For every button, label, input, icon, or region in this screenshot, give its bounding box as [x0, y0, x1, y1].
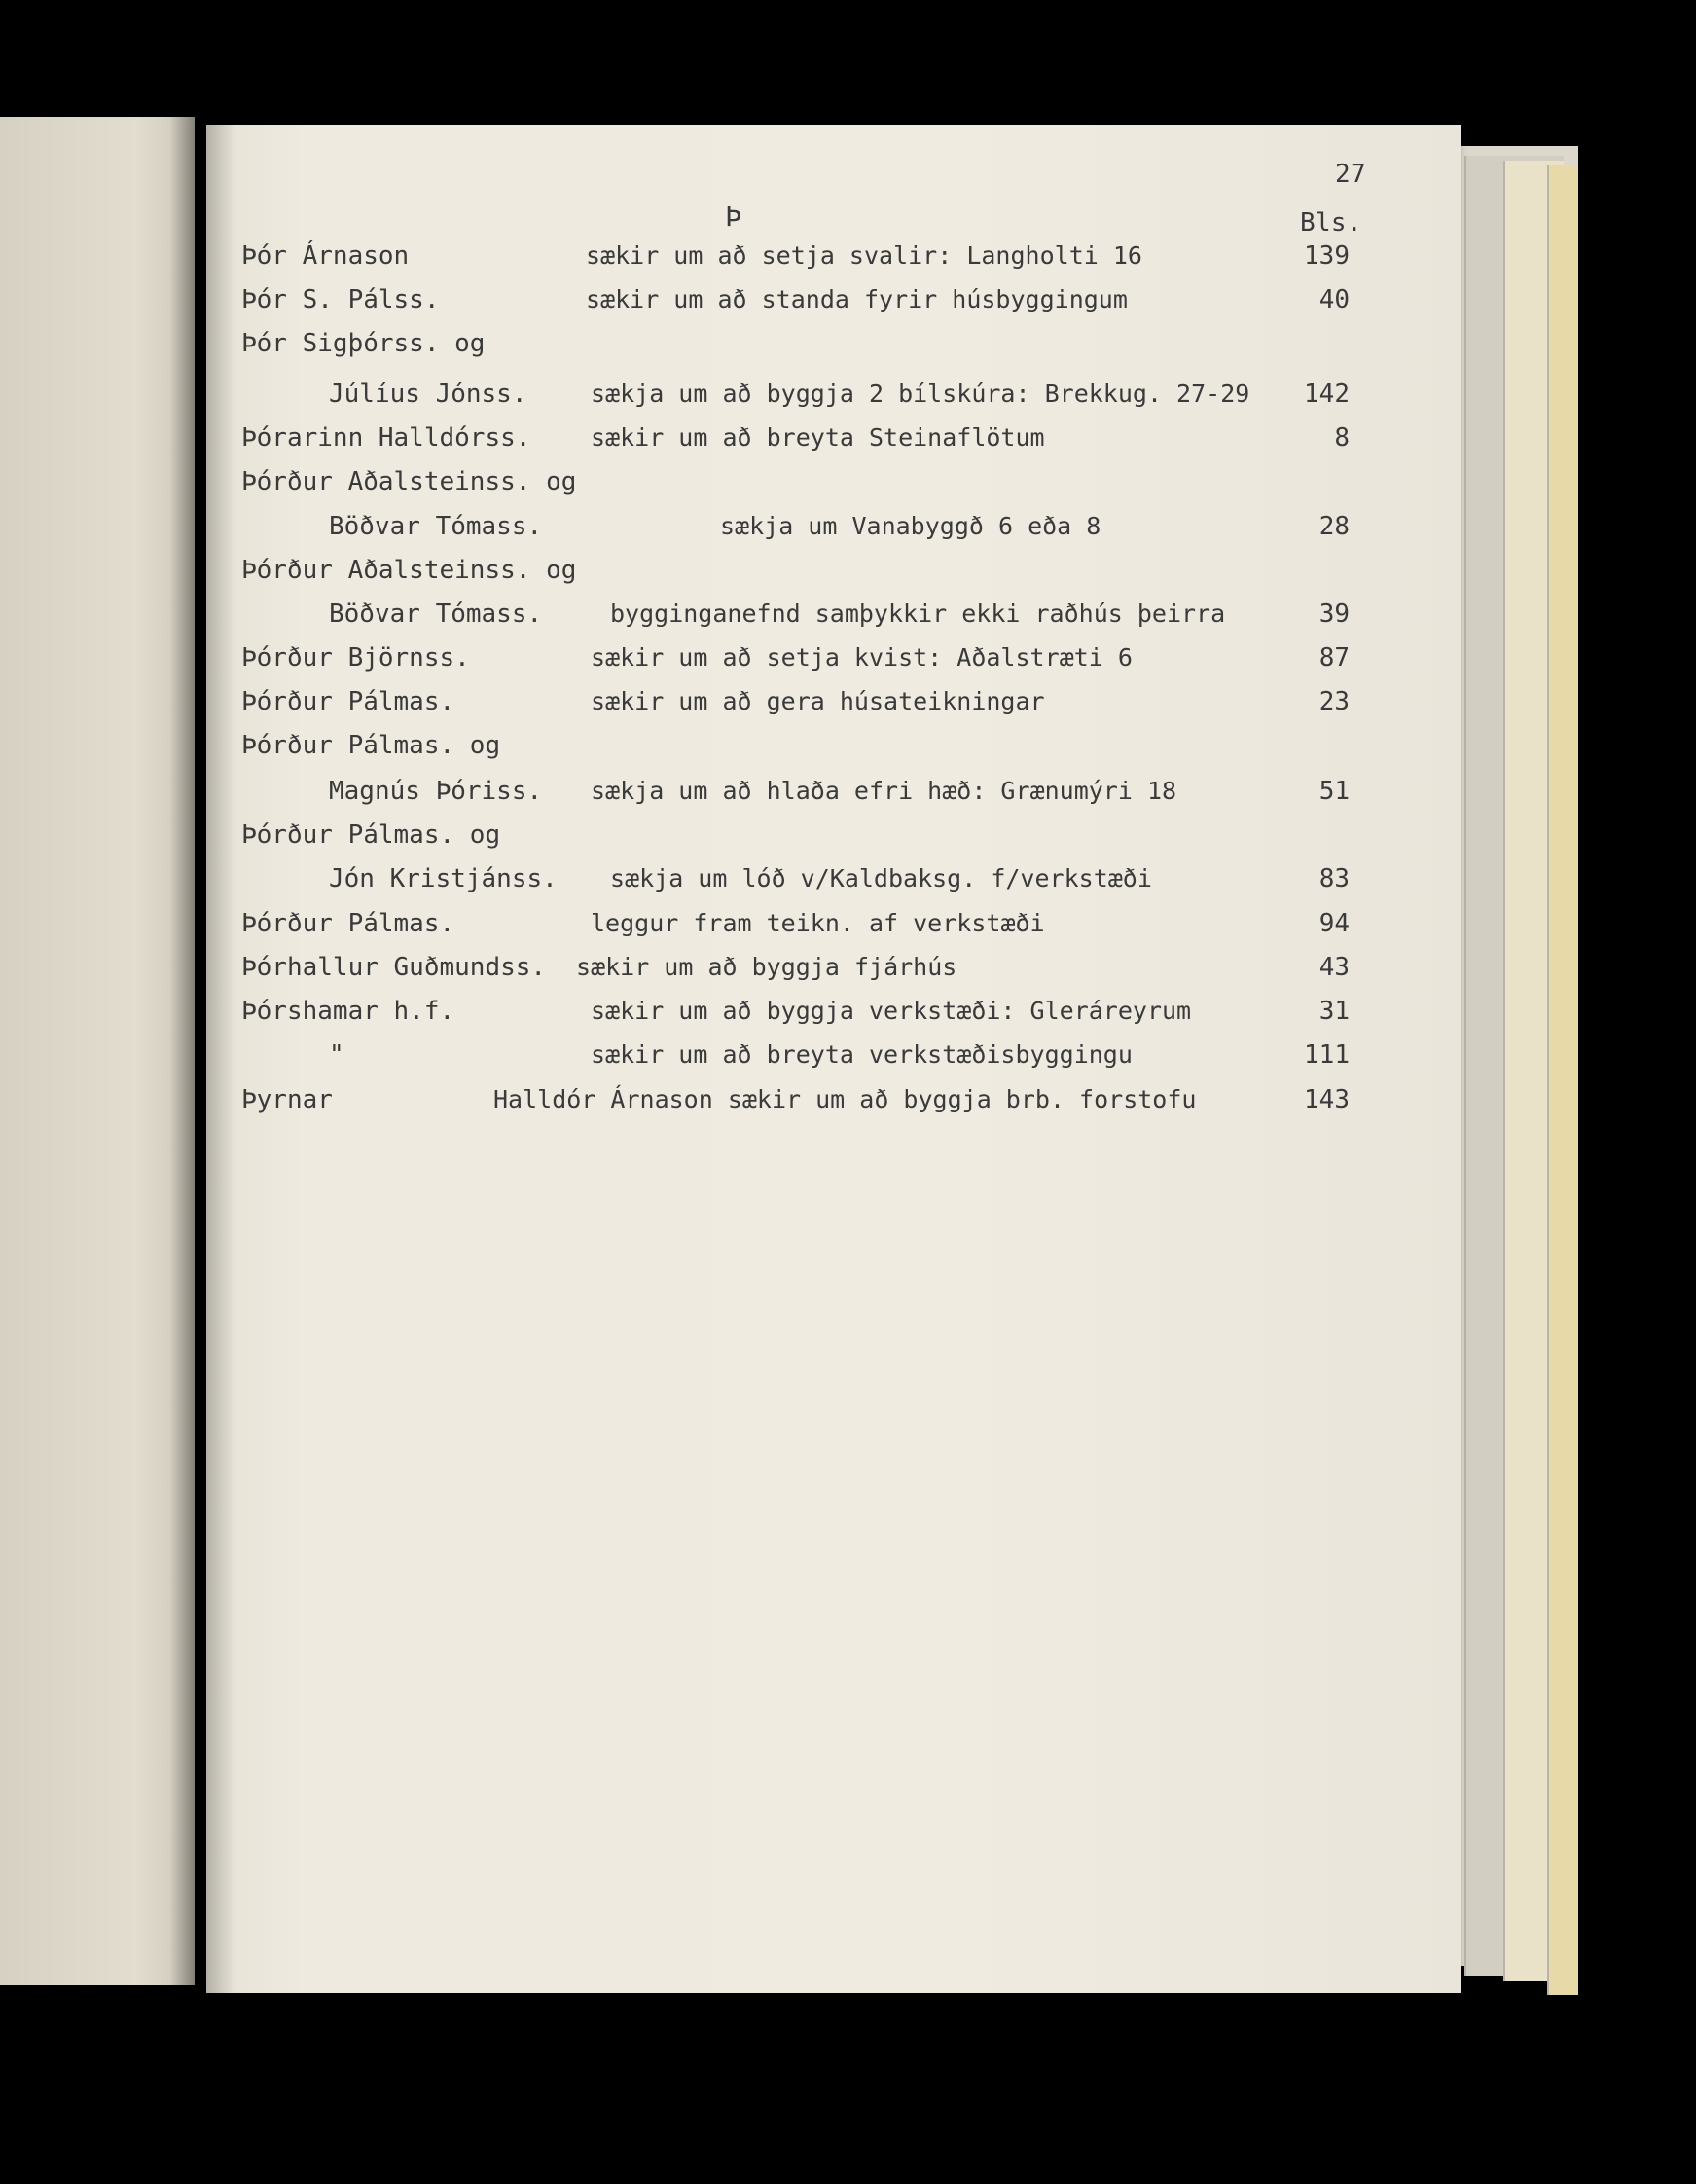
index-row	[206, 241, 1461, 280]
entry-name: Jón Kristjánss.	[329, 864, 558, 893]
entry-description: sækir um að standa fyrir húsbyggingum	[586, 285, 1128, 313]
entry-name: Magnús Þóriss.	[329, 777, 543, 806]
entry-page: 139	[1304, 241, 1350, 271]
index-page	[206, 125, 1461, 1993]
page-stack-edge	[1547, 165, 1578, 1995]
index-row	[206, 731, 1461, 770]
entry-description: sækja um að hlaða efri hæð: Grænumýri 18	[591, 777, 1177, 805]
entry-page: 23	[1318, 687, 1350, 716]
entry-name: Þór Sigþórss. og	[241, 329, 486, 358]
entry-description: sækir um að byggja verkstæði: Gleráreyrum	[591, 997, 1192, 1025]
entry-name: Þór S. Pálss.	[241, 285, 440, 314]
page-number: 27	[1335, 160, 1366, 189]
entry-description: leggur fram teikn. af verkstæði	[591, 909, 1045, 937]
entry-description: sækir um að gera húsateikningar	[591, 687, 1045, 715]
index-row	[206, 777, 1461, 816]
entry-name: Þórður Pálmas.	[241, 687, 455, 716]
entry-description: sækir um að breyta verkstæðisbyggingu	[591, 1040, 1133, 1069]
entry-name: Þórður Pálmas.	[241, 909, 455, 938]
entry-page: 94	[1318, 909, 1350, 938]
entry-description: sækja um Vanabyggð 6 eða 8	[720, 512, 1101, 540]
entry-name: Þórður Aðalsteinss. og	[241, 467, 577, 496]
index-row	[206, 600, 1461, 638]
previous-page-edge	[0, 117, 195, 1985]
entry-description: sækir um að breyta Steinaflötum	[591, 423, 1045, 452]
index-row	[206, 864, 1461, 903]
entry-page: 39	[1318, 600, 1350, 629]
entry-description: bygginganefnd samþykkir ekki raðhús þeirra	[610, 600, 1226, 628]
index-row	[206, 512, 1461, 551]
entry-page: 143	[1304, 1085, 1350, 1114]
index-row	[206, 556, 1461, 595]
entry-name: Þórður Björnss.	[241, 643, 470, 673]
index-row	[206, 687, 1461, 726]
entry-description: Halldór Árnason sækir um að byggja brb. forstofu	[493, 1085, 1197, 1113]
entry-description: sækir um að setja kvist: Aðalstræti 6	[591, 643, 1133, 672]
entry-description: sækja um að byggja 2 bílskúra: Brekkug. 27-29	[591, 380, 1250, 408]
index-row	[206, 1085, 1461, 1124]
entry-name: Böðvar Tómass.	[329, 512, 543, 541]
entry-page: 83	[1318, 864, 1350, 893]
index-row	[206, 467, 1461, 506]
column-header-pages: Bls.	[1300, 208, 1362, 237]
ditto-mark: "	[329, 1040, 344, 1070]
index-row	[206, 953, 1461, 992]
index-row	[206, 820, 1461, 859]
entry-description: sækir um að setja svalir: Langholti 16	[586, 241, 1142, 270]
entry-page: 43	[1318, 953, 1350, 982]
entry-page: 31	[1318, 997, 1350, 1026]
index-row	[206, 643, 1461, 682]
index-row	[206, 909, 1461, 948]
index-row	[206, 285, 1461, 324]
index-row	[206, 1040, 1461, 1079]
index-row	[206, 329, 1461, 368]
entry-page: 142	[1304, 380, 1350, 409]
entry-name: Þórður Pálmas. og	[241, 820, 501, 850]
entry-name: Þór Árnason	[241, 241, 410, 271]
index-row	[206, 380, 1461, 419]
entry-name: Þyrnar	[241, 1085, 333, 1114]
entry-name: Þórshamar h.f.	[241, 997, 455, 1026]
entry-name: Júlíus Jónss.	[329, 380, 527, 409]
entry-page: 28	[1318, 512, 1350, 541]
entry-name: Þórhallur Guðmundss.	[241, 953, 547, 982]
entry-name: Þórður Aðalsteinss. og	[241, 556, 577, 585]
entry-page: 87	[1318, 643, 1350, 673]
index-row	[206, 423, 1461, 462]
entry-page: 8	[1334, 423, 1350, 453]
entry-page: 111	[1304, 1040, 1350, 1070]
entry-page: 40	[1318, 285, 1350, 314]
entry-name: Þórður Pálmas. og	[241, 731, 501, 760]
entry-description: sækir um að byggja fjárhús	[576, 953, 957, 981]
entry-name: Þórarinn Halldórss.	[241, 423, 531, 453]
entry-name: Böðvar Tómass.	[329, 600, 543, 629]
section-letter: Þ	[725, 200, 742, 233]
entry-description: sækja um lóð v/Kaldbaksg. f/verkstæði	[610, 864, 1152, 892]
entry-page: 51	[1318, 777, 1350, 806]
page-fold-shadow	[169, 117, 195, 1985]
index-row	[206, 997, 1461, 1036]
